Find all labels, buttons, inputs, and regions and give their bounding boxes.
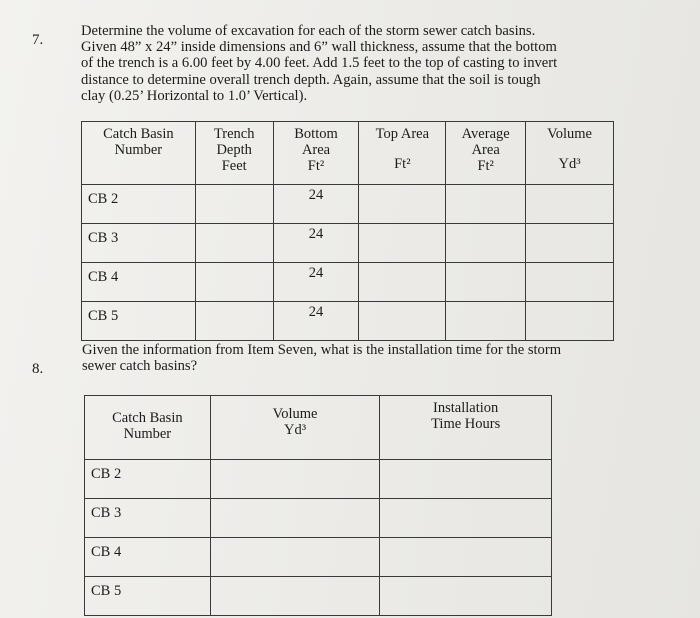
average-area-cell[interactable]	[446, 302, 526, 341]
bottom-area-cell: 24	[273, 224, 359, 263]
table-row	[85, 460, 552, 499]
table-row	[85, 499, 552, 538]
trench-depth-cell[interactable]	[195, 224, 273, 263]
item-8-question	[82, 342, 561, 374]
catch-basin-cell: CB 3	[82, 224, 196, 263]
volume-cell[interactable]	[210, 499, 380, 538]
table-row	[85, 538, 552, 577]
header-volume: Volume Yd³	[526, 122, 614, 185]
catch-basin-cell: CB 4	[82, 263, 196, 302]
table-header-row	[82, 122, 614, 185]
trench-depth-cell[interactable]	[195, 302, 273, 341]
item-7-line: Given 48” x 24” inside dimensions and 6” wall thickness, assume that the bottom	[81, 39, 557, 56]
catch-basin-cell: CB 5	[82, 302, 196, 341]
installation-time-cell[interactable]	[380, 499, 552, 538]
item-7-line: Determine the volume of excavation for each of the storm sewer catch basins.	[81, 23, 536, 39]
header-trench-depth: Trench Depth Feet	[195, 122, 273, 185]
bottom-area-cell: 24	[273, 185, 359, 224]
table-header-row	[85, 396, 552, 460]
bottom-area-cell: 24	[273, 302, 359, 341]
catch-basin-cell: CB 5	[85, 577, 211, 616]
trench-depth-cell[interactable]	[195, 263, 273, 302]
average-area-cell[interactable]	[446, 263, 526, 302]
top-area-cell[interactable]	[359, 224, 446, 263]
installation-time-cell[interactable]	[380, 577, 552, 616]
header-catch-basin-number: Catch Basin Number	[82, 122, 196, 185]
volume-cell[interactable]	[210, 460, 380, 499]
header-average-area: Average Area Ft²	[446, 122, 526, 185]
installation-time-cell[interactable]	[380, 460, 552, 499]
item-7-line: clay (0.25’ Horizontal to 1.0’ Vertical).	[81, 87, 308, 104]
average-area-cell[interactable]	[446, 224, 526, 263]
item-7-line: distance to determine overall trench depth. Again, assume that the soil is tough	[81, 71, 541, 88]
item-7-number: 7.	[32, 32, 44, 48]
header-catch-basin-number: Catch Basin Number	[85, 396, 211, 460]
header-volume: Volume Yd³	[210, 396, 380, 460]
item-8-number: 8.	[32, 361, 44, 377]
table-row	[82, 302, 614, 341]
item-7-line: of the trench is a 6.00 feet by 4.00 feet. Add 1.5 feet to the top of casting to invert	[81, 55, 558, 72]
volume-cell[interactable]	[210, 538, 380, 577]
average-area-cell[interactable]	[446, 185, 526, 224]
table-row	[82, 185, 614, 224]
catch-basin-cell: CB 2	[85, 460, 211, 499]
volume-cell[interactable]	[526, 224, 614, 263]
volume-cell[interactable]	[526, 185, 614, 224]
top-area-cell[interactable]	[359, 263, 446, 302]
top-area-cell[interactable]	[359, 185, 446, 224]
volume-cell[interactable]	[526, 263, 614, 302]
table-row	[85, 577, 552, 616]
trench-depth-cell[interactable]	[195, 185, 273, 224]
table-row	[82, 263, 614, 302]
volume-cell[interactable]	[210, 577, 380, 616]
catch-basin-cell: CB 4	[85, 538, 211, 577]
catch-basin-cell: CB 3	[85, 499, 211, 538]
installation-time-cell[interactable]	[380, 538, 552, 577]
bottom-area-cell: 24	[273, 263, 359, 302]
item-8-line: Given the information from Item Seven, what is the installation time for the storm	[82, 342, 562, 358]
excavation-volume-table	[81, 121, 614, 341]
installation-time-table	[84, 395, 552, 616]
item-7-question	[81, 23, 557, 104]
top-area-cell[interactable]	[359, 302, 446, 341]
header-top-area: Top Area Ft²	[359, 122, 446, 185]
volume-cell[interactable]	[526, 302, 614, 341]
item-8-line: sewer catch basins?	[82, 358, 198, 375]
header-bottom-area: Bottom Area Ft²	[273, 122, 359, 185]
catch-basin-cell: CB 2	[82, 185, 196, 224]
header-installation-time: Installation Time Hours	[380, 396, 552, 460]
table-row	[82, 224, 614, 263]
